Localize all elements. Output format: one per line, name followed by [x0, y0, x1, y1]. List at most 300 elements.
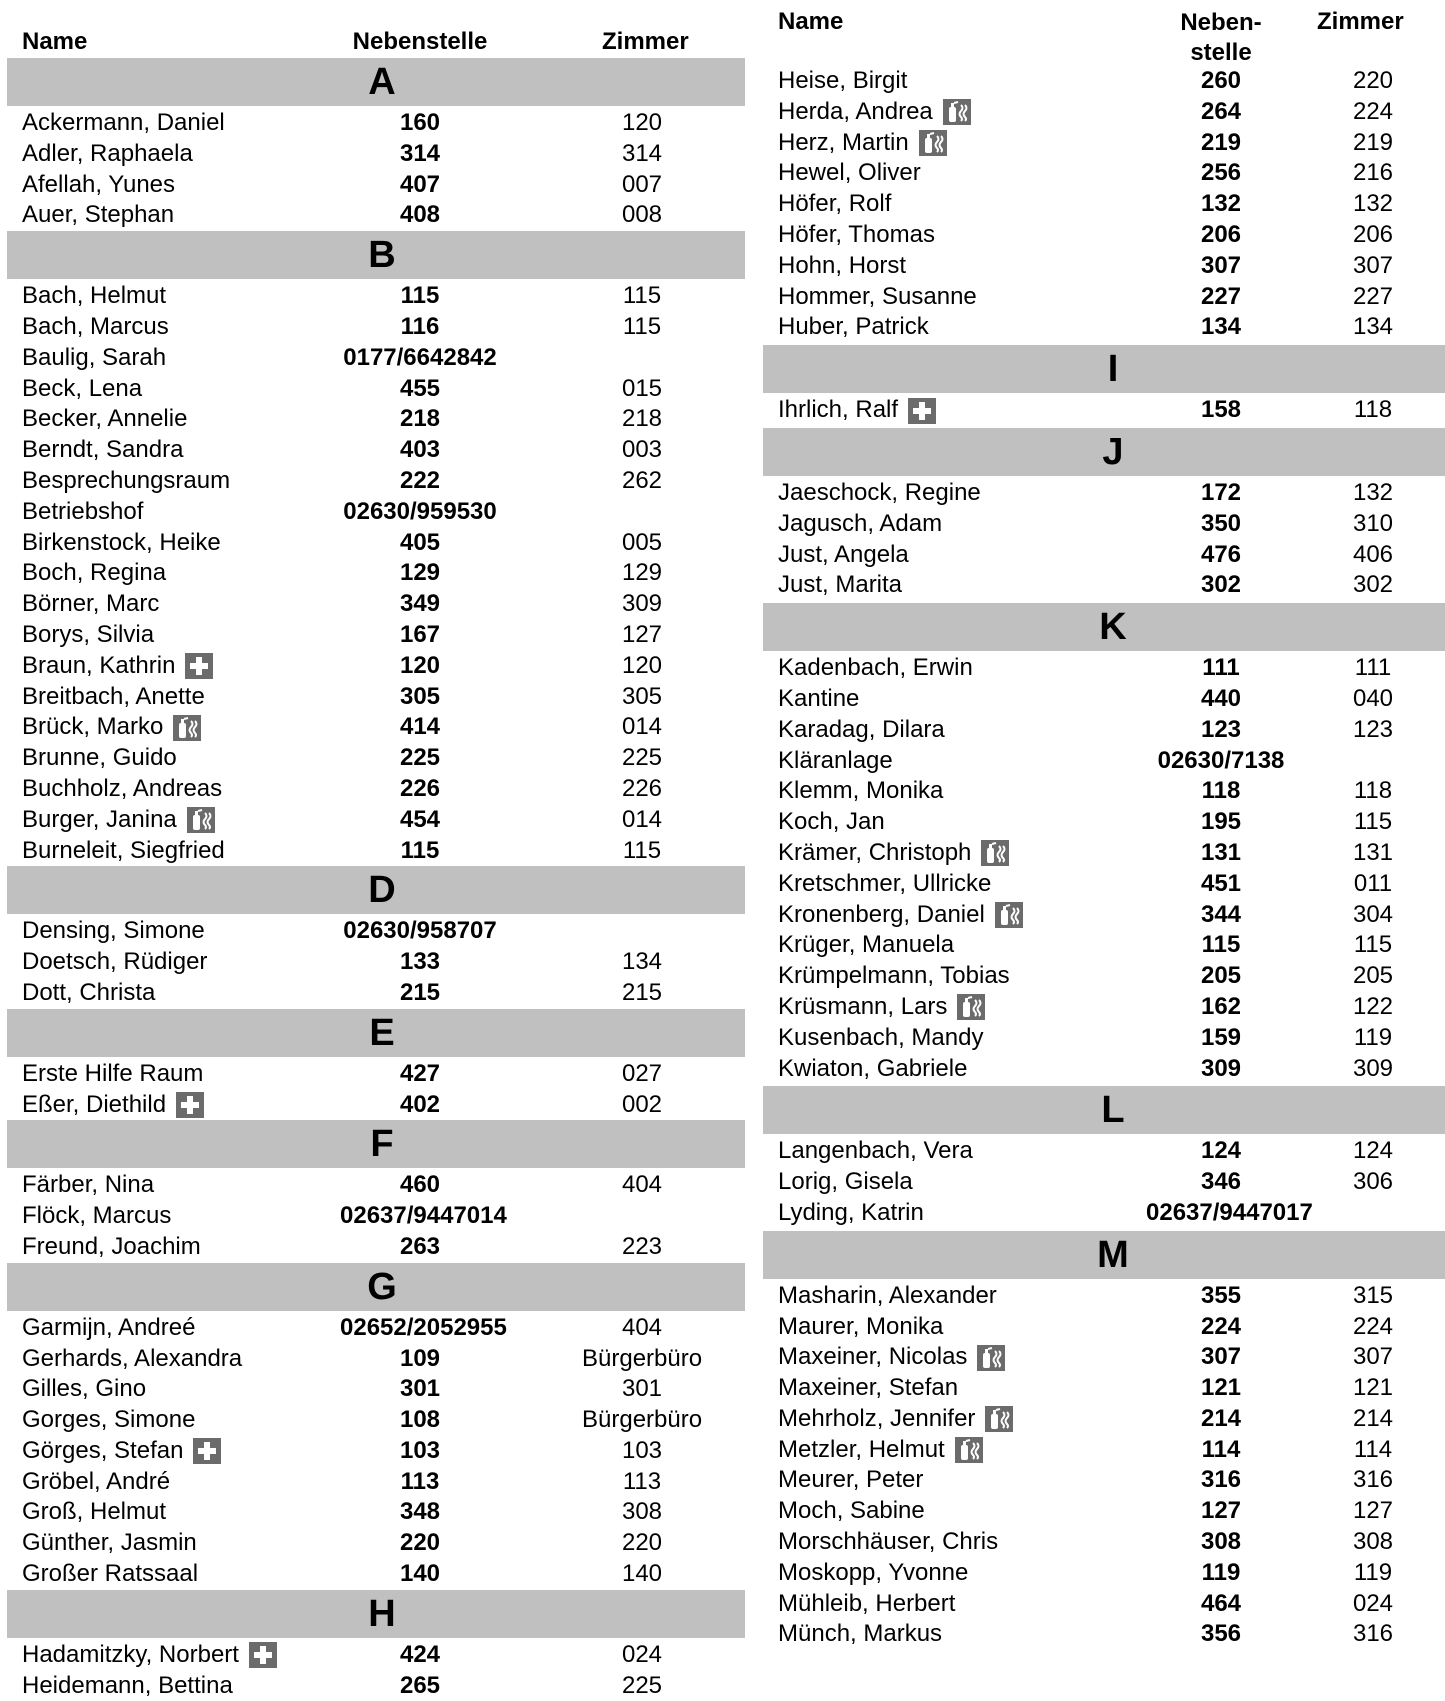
entry-room: 404: [621, 1171, 663, 1199]
entry-name-text: Brück, Marko: [22, 713, 164, 741]
entry-name-text: Hadamitzky, Norbert: [22, 1640, 239, 1668]
entry-name-text: Gerhards, Alexandra: [22, 1344, 243, 1372]
right-sections: [763, 66, 1445, 1650]
entry-name: [22, 1559, 198, 1590]
entry-name: [22, 558, 166, 589]
directory-row: [763, 478, 1445, 509]
directory-row: [7, 651, 745, 682]
entry-name-text: Günther, Jasmin: [22, 1529, 197, 1557]
entry-room: Bürgerbüro: [582, 1406, 703, 1434]
header-extension: Neben- stelle: [1180, 9, 1262, 66]
section-letter-label: A: [368, 61, 396, 103]
entry-extension: 133: [399, 948, 441, 976]
entry-name-text: Gilles, Gino: [22, 1375, 147, 1403]
fire-extinguisher-icon: [977, 1345, 1005, 1371]
directory-row: [7, 1090, 745, 1121]
section-letter-m: [763, 1231, 1445, 1279]
entry-name-text: Moch, Sabine: [778, 1497, 925, 1525]
entry-room: 127: [621, 620, 663, 648]
entry-name-text: Krümpelmann, Tobias: [778, 962, 1010, 990]
entry-name-text: Freund, Joachim: [22, 1232, 201, 1260]
directory-row: [7, 620, 745, 651]
directory-row: [763, 653, 1445, 684]
entry-extension: 307: [1200, 1343, 1242, 1371]
entry-name: [778, 282, 977, 313]
entry-name: [778, 1558, 968, 1589]
entry-extension: 348: [399, 1498, 441, 1526]
directory-row: [7, 682, 745, 713]
section-letter-label: M: [1097, 1233, 1129, 1276]
directory-row: [7, 1201, 745, 1232]
section-letter-k: [763, 603, 1445, 651]
directory-row: [763, 1312, 1445, 1343]
entry-name-text: Doetsch, Rüdiger: [22, 948, 208, 976]
directory-row: [7, 1467, 745, 1498]
entry-name: [778, 478, 981, 509]
section-letter-label: K: [1099, 606, 1127, 649]
directory-row: [763, 158, 1445, 189]
entry-name: [778, 158, 921, 189]
entry-name-text: Adler, Raphaela: [22, 139, 193, 167]
section-letter-j: [763, 428, 1445, 476]
directory-row: [7, 836, 745, 867]
entry-name-text: Moskopp, Yvonne: [778, 1558, 969, 1586]
entry-room: 218: [621, 405, 663, 433]
fire-extinguisher-icon: [955, 1437, 983, 1463]
entry-name: [778, 807, 885, 838]
entry-name-text: Just, Angela: [778, 540, 909, 568]
directory-row: [763, 746, 1445, 777]
entry-room: 301: [621, 1375, 663, 1403]
directory-row: [7, 712, 745, 743]
entry-room: 220: [621, 1529, 663, 1557]
entry-extension: 131: [1200, 838, 1242, 866]
section-letter-h: [7, 1590, 745, 1638]
directory-row: [763, 97, 1445, 128]
entry-extension: 407: [399, 170, 441, 198]
entry-name-text: Baulig, Sarah: [22, 343, 167, 371]
entry-room: 214: [1352, 1404, 1394, 1432]
entry-extension: 263: [399, 1232, 441, 1260]
entry-extension: 214: [1200, 1404, 1242, 1432]
entry-name: [22, 1497, 166, 1528]
entry-name: [22, 1201, 171, 1232]
section-letter-label: L: [1101, 1089, 1125, 1132]
entry-extension: 344: [1200, 900, 1242, 928]
directory-row: [763, 1435, 1445, 1466]
entry-room: 120: [621, 109, 663, 136]
entry-room: 223: [621, 1232, 663, 1260]
directory-row: [7, 497, 745, 528]
entry-extension: 205: [1200, 962, 1242, 990]
entry-room: 227: [1352, 282, 1394, 310]
entry-name: [22, 836, 225, 867]
entry-name: [22, 497, 143, 528]
entry-room: 309: [1352, 1054, 1394, 1082]
entry-extension: 162: [1200, 992, 1242, 1020]
fire-extinguisher-icon: [985, 1406, 1013, 1432]
directory-row: [763, 961, 1445, 992]
entry-name: [778, 838, 1009, 869]
section-letter-i: [763, 345, 1445, 393]
entry-name: [778, 653, 973, 684]
entry-name: [778, 97, 971, 128]
entry-room: 115: [1353, 808, 1393, 836]
entry-name: [22, 466, 230, 497]
entry-name: [778, 1198, 924, 1229]
directory-row: [7, 1528, 745, 1559]
directory-row: [7, 1640, 745, 1671]
entry-room: 315: [1352, 1281, 1394, 1309]
directory-row: [763, 1342, 1445, 1373]
entry-extension: 256: [1200, 159, 1242, 187]
fire-extinguisher-icon: [943, 99, 971, 125]
entry-room: 307: [1352, 251, 1394, 279]
entry-room: 310: [1352, 509, 1394, 537]
entry-room: 314: [621, 139, 663, 167]
entry-name-text: Maxeiner, Nicolas: [778, 1343, 968, 1371]
entry-room: 132: [1352, 478, 1394, 506]
entry-room: 111: [1354, 654, 1392, 682]
entry-room: 404: [621, 1313, 663, 1341]
entry-room: 120: [621, 651, 663, 679]
entry-name: [22, 1059, 203, 1090]
entry-room: 122: [1352, 992, 1394, 1020]
directory-row: [7, 139, 745, 170]
entry-name: [778, 1496, 925, 1527]
directory-row: [7, 774, 745, 805]
directory-row: [7, 404, 745, 435]
entry-name: [22, 1467, 170, 1498]
entry-name-text: Meurer, Peter: [778, 1466, 924, 1494]
directory-row: [7, 374, 745, 405]
directory-row: [763, 1465, 1445, 1496]
entry-extension: 160: [399, 109, 441, 136]
entry-name-text: Kadenbach, Erwin: [778, 654, 973, 682]
directory-row: [763, 1054, 1445, 1085]
entry-extension: 119: [1201, 1558, 1241, 1586]
entry-room: 262: [621, 466, 663, 494]
entry-name: [22, 281, 166, 312]
entry-name: [778, 128, 947, 159]
entry-room: 225: [621, 744, 663, 772]
entry-name: [778, 220, 935, 251]
section-letter-label: F: [370, 1123, 394, 1166]
entry-extension: 424: [399, 1640, 441, 1668]
entry-name-text: Gröbel, André: [22, 1467, 171, 1495]
entry-name: [778, 1342, 1005, 1373]
entry-extension: 120: [399, 651, 441, 679]
entry-name: [22, 1170, 154, 1201]
entry-extension: 127: [1200, 1497, 1242, 1525]
directory-row: [763, 509, 1445, 540]
entry-room: 119: [1353, 1023, 1393, 1051]
directory-row: [7, 1059, 745, 1090]
entry-extension: 172: [1200, 478, 1242, 506]
entry-room: 305: [621, 682, 663, 710]
directory-row: [7, 200, 745, 231]
entry-extension: 260: [1200, 67, 1242, 94]
entry-name-text: Buchholz, Andreas: [22, 774, 223, 802]
directory-row: [7, 916, 745, 947]
entry-extension: 222: [399, 466, 441, 494]
entry-room: 115: [622, 836, 662, 864]
entry-extension: 158: [1200, 396, 1242, 424]
entry-room: 226: [621, 774, 663, 802]
entry-name-text: Auer, Stephan: [22, 201, 175, 229]
section-letter-g: [7, 1263, 745, 1311]
entry-room: 127: [1352, 1497, 1394, 1525]
entry-name: [22, 404, 187, 435]
entry-name-text: Heise, Birgit: [778, 67, 908, 94]
entry-room: 118: [1353, 777, 1393, 805]
entry-extension: 403: [399, 436, 441, 464]
directory-row: [7, 947, 745, 978]
directory-row: [763, 189, 1445, 220]
directory-row: [7, 1344, 745, 1375]
entry-name-text: Betriebshof: [22, 497, 144, 525]
entry-extension: 111: [1202, 654, 1240, 682]
entry-name: [22, 374, 142, 405]
entry-extension: 460: [399, 1171, 441, 1199]
entry-name: [778, 189, 891, 220]
entry-name-text: Groß, Helmut: [22, 1498, 167, 1526]
directory-row: [763, 776, 1445, 807]
entry-room: 205: [1352, 962, 1394, 990]
entry-name: [778, 715, 945, 746]
entry-extension: 103: [399, 1436, 441, 1464]
entry-name: [778, 1281, 997, 1312]
entry-name-text: Krüsmann, Lars: [778, 992, 948, 1020]
entry-extension: 118: [1201, 777, 1241, 805]
directory-row: [763, 930, 1445, 961]
entry-extension: 414: [399, 713, 441, 741]
entry-name: [22, 108, 225, 139]
directory-row: [763, 282, 1445, 313]
directory-row: [7, 1497, 745, 1528]
entry-extension: 02637/9447014: [340, 1202, 507, 1230]
entry-name-text: Kantine: [778, 684, 860, 712]
entry-name-text: Burneleit, Siegfried: [22, 836, 225, 864]
directory-row: [7, 1374, 745, 1405]
entry-extension: 440: [1200, 684, 1242, 712]
entry-name-text: Morschhäuser, Chris: [778, 1528, 999, 1556]
directory-row: [763, 869, 1445, 900]
directory-row: [763, 1558, 1445, 1589]
entry-extension: 02630/7138: [1157, 746, 1285, 774]
entry-name-text: Erste Hilfe Raum: [22, 1059, 204, 1087]
entry-name: [22, 916, 205, 947]
entry-name: [22, 805, 215, 836]
entry-room: 206: [1352, 220, 1394, 248]
entry-name: [22, 200, 174, 231]
table-header: [7, 0, 745, 58]
entry-room: 219: [1352, 128, 1394, 156]
entry-name: [22, 682, 205, 713]
entry-extension: 402: [399, 1090, 441, 1118]
entry-extension: 305: [399, 682, 441, 710]
entry-name-text: Becker, Annelie: [22, 405, 188, 433]
directory-row: [7, 1559, 745, 1590]
entry-room: 309: [621, 590, 663, 618]
entry-name: [778, 900, 1023, 931]
entry-name-text: Afellah, Yunes: [22, 170, 176, 198]
header-extension: Nebenstelle: [352, 28, 488, 55]
entry-extension: 427: [399, 1059, 441, 1087]
entry-extension: 314: [399, 139, 441, 167]
entry-name: [22, 343, 166, 374]
entry-extension: 159: [1200, 1023, 1242, 1051]
directory-row: [763, 992, 1445, 1023]
directory-row: [7, 1436, 745, 1467]
directory-row: [763, 1589, 1445, 1620]
entry-room: 007: [621, 170, 663, 198]
entry-room: 134: [621, 948, 663, 976]
entry-name: [22, 312, 169, 343]
directory-row: [763, 251, 1445, 282]
entry-room: 121: [1352, 1374, 1394, 1402]
header-name: Name: [22, 28, 88, 55]
entry-name-text: Großer Ratssaal: [22, 1560, 199, 1588]
entry-room: 040: [1352, 684, 1394, 712]
entry-extension: 408: [399, 201, 441, 229]
first-aid-icon: [193, 1438, 221, 1464]
entry-extension: 134: [1200, 313, 1242, 341]
entry-room: 308: [1352, 1528, 1394, 1556]
entry-extension: 346: [1200, 1168, 1242, 1196]
entry-room: 131: [1352, 838, 1394, 866]
entry-extension: 167: [399, 620, 441, 648]
entry-room: 014: [621, 805, 663, 833]
directory-row: [763, 1167, 1445, 1198]
entry-name-text: Jaeschock, Regine: [778, 478, 981, 506]
table-header: [763, 0, 1445, 66]
fire-extinguisher-icon: [957, 994, 985, 1020]
entry-name-text: Herz, Martin: [778, 128, 909, 156]
entry-name-text: Hohn, Horst: [778, 251, 907, 279]
directory-row: [763, 1136, 1445, 1167]
entry-name-text: Garmijn, Andreé: [22, 1313, 196, 1341]
entry-room: 113: [622, 1467, 662, 1495]
entry-name: [22, 1436, 221, 1467]
entry-extension: 129: [399, 559, 441, 587]
directory-row: [763, 807, 1445, 838]
entry-room: 134: [1352, 313, 1394, 341]
entry-room: 406: [1352, 540, 1394, 568]
entry-name: [22, 1344, 242, 1375]
entry-room: 123: [1352, 715, 1394, 743]
entry-extension: 224: [1200, 1312, 1242, 1340]
entry-name: [778, 930, 954, 961]
directory-row: [763, 1527, 1445, 1558]
entry-name: [22, 1671, 233, 1701]
directory-row: [763, 312, 1445, 343]
entry-name: [778, 746, 893, 777]
directory-row: [763, 540, 1445, 571]
entry-extension: 124: [1200, 1137, 1242, 1165]
entry-room: 225: [621, 1671, 663, 1699]
entry-name: [22, 1640, 277, 1671]
entry-extension: 451: [1200, 869, 1242, 897]
directory-row: [7, 1405, 745, 1436]
entry-name-text: Gorges, Simone: [22, 1406, 196, 1434]
entry-room: 014: [621, 713, 663, 741]
section-letter-d: [7, 866, 745, 914]
entry-extension: 302: [1200, 571, 1242, 599]
entry-room: 306: [1352, 1168, 1394, 1196]
entry-extension: 455: [399, 374, 441, 402]
entry-name-text: Dott, Christa: [22, 978, 156, 1006]
entry-name-text: Mühleib, Herbert: [778, 1589, 956, 1617]
entry-name: [22, 978, 155, 1009]
directory-row: [7, 1170, 745, 1201]
directory-row: [7, 343, 745, 374]
entry-name-text: Heidemann, Bettina: [22, 1671, 233, 1699]
entry-name: [22, 947, 207, 978]
right-column: [763, 0, 1445, 1650]
entry-name: [778, 961, 1010, 992]
entry-extension: 308: [1200, 1528, 1242, 1556]
entry-extension: 220: [399, 1529, 441, 1557]
entry-name: [22, 1232, 201, 1263]
directory-row: [763, 1619, 1445, 1650]
entry-name-text: Kläranlage: [778, 746, 893, 774]
entry-room: 115: [622, 282, 662, 310]
directory-row: [763, 1281, 1445, 1312]
entry-extension: 109: [399, 1344, 441, 1372]
entry-room: 304: [1352, 900, 1394, 928]
entry-room: 119: [1353, 1558, 1393, 1586]
entry-extension: 301: [399, 1375, 441, 1403]
entry-room: 316: [1352, 1620, 1394, 1648]
directory-row: [763, 900, 1445, 931]
entry-extension: 355: [1200, 1281, 1242, 1309]
entry-extension: 116: [400, 312, 440, 340]
entry-name-text: Jagusch, Adam: [778, 509, 943, 537]
entry-room: 005: [621, 528, 663, 556]
entry-name: [778, 251, 906, 282]
entry-name-text: Breitbach, Anette: [22, 682, 205, 710]
entry-name: [778, 1373, 958, 1404]
entry-room: Bürgerbüro: [582, 1344, 703, 1372]
entry-extension: 227: [1200, 282, 1242, 310]
entry-name: [778, 66, 907, 97]
entry-name: [778, 776, 943, 807]
entry-name: [22, 620, 154, 651]
entry-name-text: Burger, Janina: [22, 805, 177, 833]
entry-extension: 123: [1200, 715, 1242, 743]
entry-extension: 309: [1200, 1054, 1242, 1082]
entry-name-text: Flöck, Marcus: [22, 1202, 172, 1230]
entry-name-text: Höfer, Thomas: [778, 220, 935, 248]
entry-extension: 349: [399, 590, 441, 618]
entry-extension: 350: [1200, 509, 1242, 537]
entry-extension: 225: [399, 744, 441, 772]
header-room: Zimmer: [602, 28, 689, 55]
first-aid-icon: [249, 1642, 277, 1668]
entry-name-text: Birkenstock, Heike: [22, 528, 221, 556]
entry-room: 140: [621, 1560, 663, 1588]
directory-row: [763, 395, 1445, 426]
entry-name: [778, 1589, 955, 1620]
directory-row: [7, 1671, 745, 1701]
entry-extension: 215: [399, 978, 441, 1006]
entry-name: [22, 170, 175, 201]
entry-name-text: Besprechungsraum: [22, 466, 231, 494]
directory-row: [7, 108, 745, 139]
entry-extension: 206: [1200, 220, 1242, 248]
entry-name-text: Börner, Marc: [22, 590, 160, 618]
